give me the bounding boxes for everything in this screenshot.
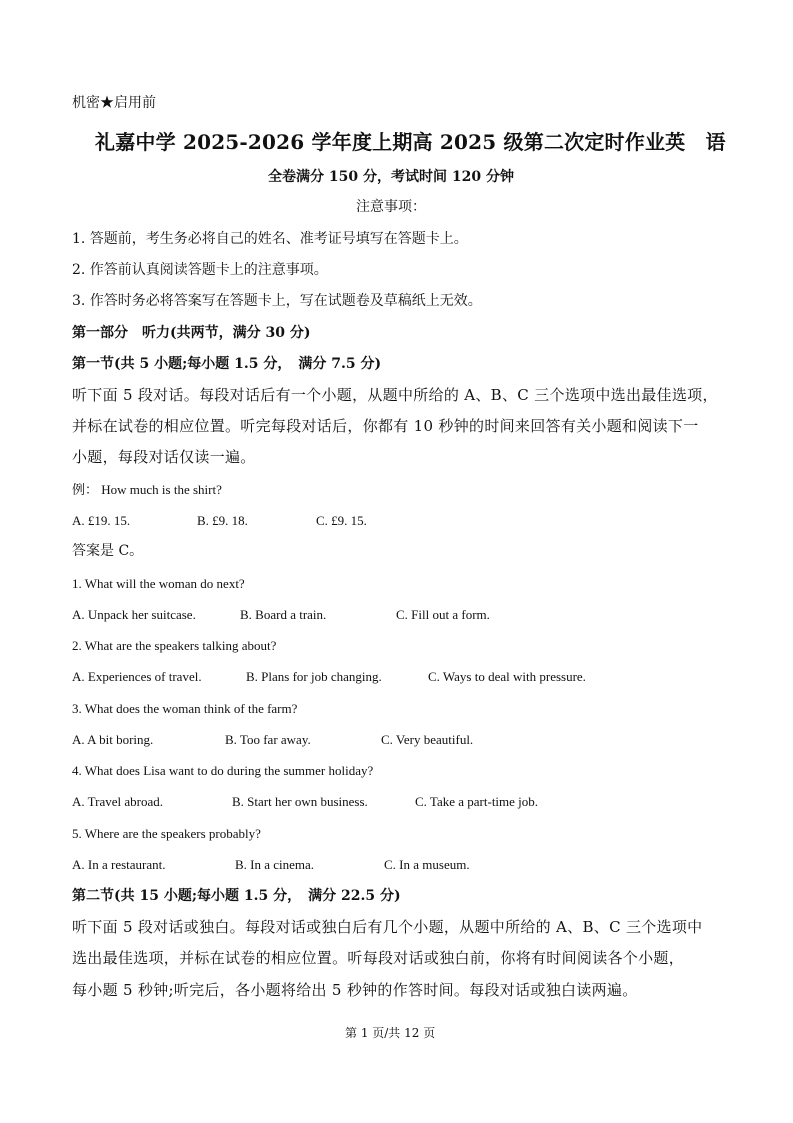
question-4-option-c: C. Take a part-time job. <box>415 794 539 809</box>
question-3: 3. What does the woman think of the farm? <box>72 701 298 716</box>
question-5-option-c: C. In a museum. <box>384 857 470 872</box>
question-4-option-a: A. Travel abroad. <box>72 794 163 809</box>
question-5: 5. Where are the speakers probably? <box>72 826 261 841</box>
notice-item: 2. 作答前认真阅读答题卡上的注意事项。 <box>72 262 328 278</box>
section1-instruction-line: 并标在试卷的相应位置。听完每段对话后，你都有 10 秒钟的时间来回答有关小题和阅读下一 <box>72 417 699 435</box>
question-2: 2. What are the speakers talking about? <box>72 638 277 653</box>
page-number: 第 1 页/共 12 页 <box>345 1026 436 1040</box>
example-option-c: C. £9. 15. <box>316 513 367 528</box>
question-1-option-b: B. Board a train. <box>240 607 327 622</box>
part1-heading: 第一部分 听力(共两节，满分 30 分) <box>72 325 311 341</box>
example-option-a: A. £19. 15. <box>72 513 131 528</box>
section1-instruction-line: 小题，每段对话仅读一遍。 <box>72 448 256 466</box>
section2-instruction-line: 听下面 5 段对话或独白。每段对话或独白后有几个小题，从题中所给的 A、B、C 三个选项中 <box>72 918 703 936</box>
question-4-option-b: B. Start her own business. <box>232 794 368 809</box>
section1-instruction-line: 听下面 5 段对话。每段对话后有一个小题，从题中所给的 A、B、C 三个选项中选出最佳选项， <box>72 386 718 404</box>
question-3-option-c: C. Very beautiful. <box>381 732 474 747</box>
score-info: 全卷满分 150 分，考试时间 120 分钟 <box>268 169 514 185</box>
question-1: 1. What will the woman do next? <box>72 576 245 591</box>
question-2-option-c: C. Ways to deal with pressure. <box>428 669 586 684</box>
example-question: 例： How much is the shirt? <box>72 482 222 497</box>
question-2-option-b: B. Plans for job changing. <box>246 669 382 684</box>
question-1-option-c: C. Fill out a form. <box>396 607 490 622</box>
section2-heading: 第二节(共 15 小题;每小题 1.5 分， 满分 22.5 分) <box>72 888 401 904</box>
section2-instruction-line: 选出最佳选项，并标在试卷的相应位置。听每段对话或独白前，你将有时间阅读各个小题， <box>72 949 685 967</box>
notice-item: 3. 作答时务必将答案写在答题卡上，写在试题卷及草稿纸上无效。 <box>72 293 482 309</box>
question-3-option-b: B. Too far away. <box>225 732 311 747</box>
example-option-b: B. £9. 18. <box>197 513 248 528</box>
question-5-option-b: B. In a cinema. <box>235 857 315 872</box>
question-3-option-a: A. A bit boring. <box>72 732 154 747</box>
question-4: 4. What does Lisa want to do during the summer holiday? <box>72 763 374 778</box>
section2-instruction-line: 每小题 5 秒钟;听完后，各小题将给出 5 秒钟的作答时间。每段对话或独白读两遍。 <box>72 981 638 999</box>
question-2-option-a: A. Experiences of travel. <box>72 669 202 684</box>
question-1-option-a: A. Unpack her suitcase. <box>72 607 196 622</box>
notice-item: 1. 答题前，考生务必将自己的姓名、准考证号填写在答题卡上。 <box>72 231 468 247</box>
question-5-option-a: A. In a restaurant. <box>72 857 166 872</box>
confidential-label: 机密★启用前 <box>72 95 156 111</box>
notice-heading: 注意事项： <box>356 199 426 215</box>
section1-heading: 第一节(共 5 小题;每小题 1.5 分， 满分 7.5 分) <box>72 356 382 372</box>
example-answer: 答案是 C。 <box>72 543 144 559</box>
page-title: 礼嘉中学 2025-2026 学年度上期高 2025 级第二次定时作业英 语 <box>95 130 726 154</box>
